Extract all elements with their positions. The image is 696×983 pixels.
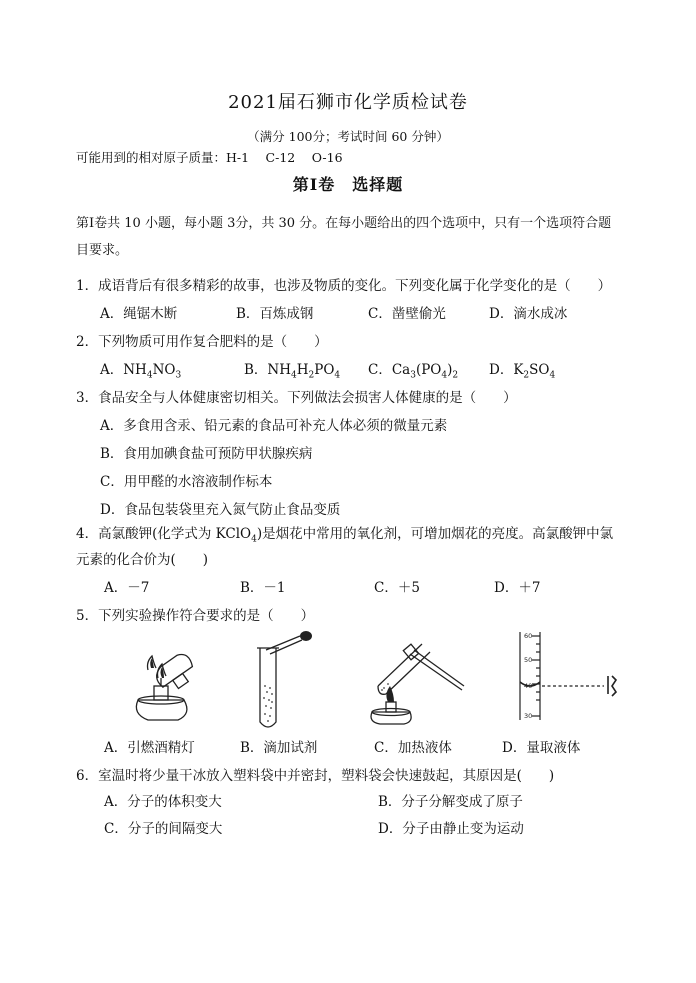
q1-option-b: B．百炼成钢 [236,306,314,322]
cylinder-tick-60: 60 [524,632,533,640]
q3-option-a: A．多食用含汞、铅元素的食品可补充人体必须的微量元素 [100,418,448,434]
q4-option-d: D．＋7 [494,580,541,596]
q1-option-a: A．绳锯木断 [100,306,178,322]
q1-option-c: C．凿壁偷光 [368,306,446,322]
q4-option-b: B．－1 [240,580,286,596]
alcohol-lamp-lighting-figure [118,648,208,728]
q6-option-b: B．分子分解变成了原子 [378,794,523,810]
q3-option-c: C．用甲醛的水溶液制作标本 [100,474,273,490]
q4-option-c: C．＋5 [374,580,420,596]
question-3-stem: 3．食品安全与人体健康密切相关。下列做法会损害人体健康的是（ ） [76,390,517,406]
question-2-stem: 2．下列物质可用作复合肥料的是（ ） [76,334,328,350]
q5-option-b: B．滴加试剂 [240,740,318,756]
question-6-stem: 6．室温时将少量干冰放入塑料袋中并密封，塑料袋会快速鼓起，其原因是( ) [76,768,555,784]
question-1-stem: 1．成语背后有很多精彩的故事，也涉及物质的变化。下列变化属于化学变化的是（ ） [76,278,612,294]
q4-option-a: A．－7 [104,580,150,596]
question-4-stem-line2: 元素的化合价为( ) [76,552,209,568]
section-intro: 第Ⅰ卷共 10 小题，每小题 3分，共 30 分。在每小题给出的四个选项中，只有一个选项符合题目要求。 [76,216,612,258]
cylinder-tick-50: 50 [524,656,533,664]
q2-option-c: C．$Ca_3(PO_4)_2$ [368,362,459,381]
q2-option-a: A．$NH_4NO_3$ [100,362,182,381]
q3-option-d: D．食品包装袋里充入氮气防止食品变质 [100,502,341,518]
q5-option-d: D．量取液体 [502,740,581,756]
q1-option-d: D．滴水成冰 [489,306,568,322]
q6-option-d: D．分子由静止变为运动 [378,821,524,837]
question-4-stem-line1: 4．高氯酸钾(化学式为 KClO$_4$)是烟花中常用的氧化剂，可增加烟花的亮度。高氯酸钾中氯 [76,526,614,545]
cylinder-tick-30: 30 [524,712,533,720]
atomic-masses: 可能用到的相对原子质量：H-1 C-12 O-16 [76,150,343,165]
q2-option-d: D．$K_2SO_4$ [489,362,556,381]
dropper-test-tube-figure [248,626,328,736]
q2-option-b: B．$NH_4H_2PO_4$ [244,362,341,381]
q3-option-b: B．食用加碘食盐可预防甲状腺疾病 [100,446,313,462]
graduated-cylinder-figure [510,628,620,724]
question-5-stem: 5．下列实验操作符合要求的是（ ） [76,608,315,624]
section-title: 第Ⅰ卷 选择题 [292,175,404,194]
q5-option-c: C．加热液体 [374,740,452,756]
exam-subtitle: （满分 100分；考试时间 60 分钟） [247,129,449,144]
exam-title: 2021届石狮市化学质检试卷 [228,92,468,113]
q6-option-c: C．分子的间隔变大 [104,821,223,837]
q5-option-a: A．引燃酒精灯 [104,740,195,756]
cylinder-tick-40: 40 [524,682,533,690]
heating-liquid-figure [366,628,466,728]
q6-option-a: A．分子的体积变大 [104,794,222,810]
